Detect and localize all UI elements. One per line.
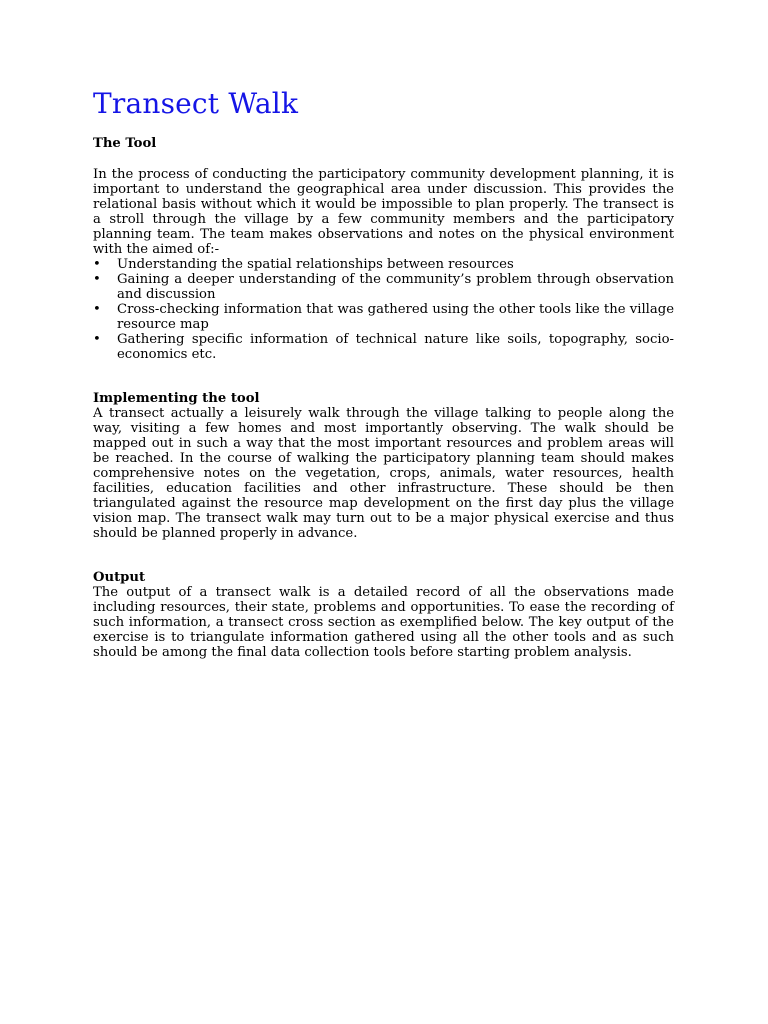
document-page [93, 84, 674, 660]
list-item-text: Gaining a deeper understanding of the community’s problem through observation and discussion [117, 272, 674, 302]
list-item [93, 302, 674, 332]
section-heading-output: Output [93, 570, 146, 585]
implementing-paragraph: A transect actually a leisurely walk through the village talking to people along the way, visiting a few homes and most importantly observing. The walk should be mapped out in such a way that the most important resources and problem areas will be reached. In the course of walking the participatory planning team should makes comprehensive notes on the vegetation, crops, animals, water resources, health facilities, education facilities and other infrastructure. These should be then triangulated against the resource map development on the first day plus the village vision map. The transect walk may turn out to be a major physical exercise and thus should be planned properly in advance. [93, 406, 674, 541]
bullet-icon: • [93, 257, 101, 272]
list-item [93, 257, 674, 272]
list-item [93, 332, 674, 362]
bullet-icon: • [93, 302, 101, 317]
list-item-text: Understanding the spatial relationships between resources [117, 257, 514, 272]
section-spacer [93, 541, 674, 570]
section-heading-implementing: Implementing the tool [93, 391, 260, 406]
output-paragraph: The output of a transect walk is a detailed record of all the observations made including resources, their state, problems and opportunities. To ease the recording of such information, a transect cross section as exemplified below. The key output of the exercise is to triangulate information gathered using all the other tools and as such should be among the final data collection tools before starting problem analysis. [93, 585, 674, 660]
list-item-text: Cross-checking information that was gathered using the other tools like the village resource map [117, 302, 674, 332]
section-heading-the-tool: The Tool [93, 136, 157, 151]
page-title: Transect Walk [93, 87, 299, 120]
list-item [93, 272, 674, 302]
tool-bullet-list [93, 257, 674, 362]
section-spacer [93, 362, 674, 391]
bullet-icon: • [93, 332, 101, 347]
bullet-icon: • [93, 272, 101, 287]
tool-paragraph: In the process of conducting the participatory community development planning, it is important to understand the geographical area under discussion. This provides the relational basis without which it would be impossible to plan properly. The transect is a stroll through the village by a few community members and the participatory planning team. The team makes observations and notes on the physical environment with the aimed of:- [93, 167, 674, 257]
list-item-text: Gathering specific information of technical nature like soils, topography, socio-economics etc. [117, 332, 674, 362]
